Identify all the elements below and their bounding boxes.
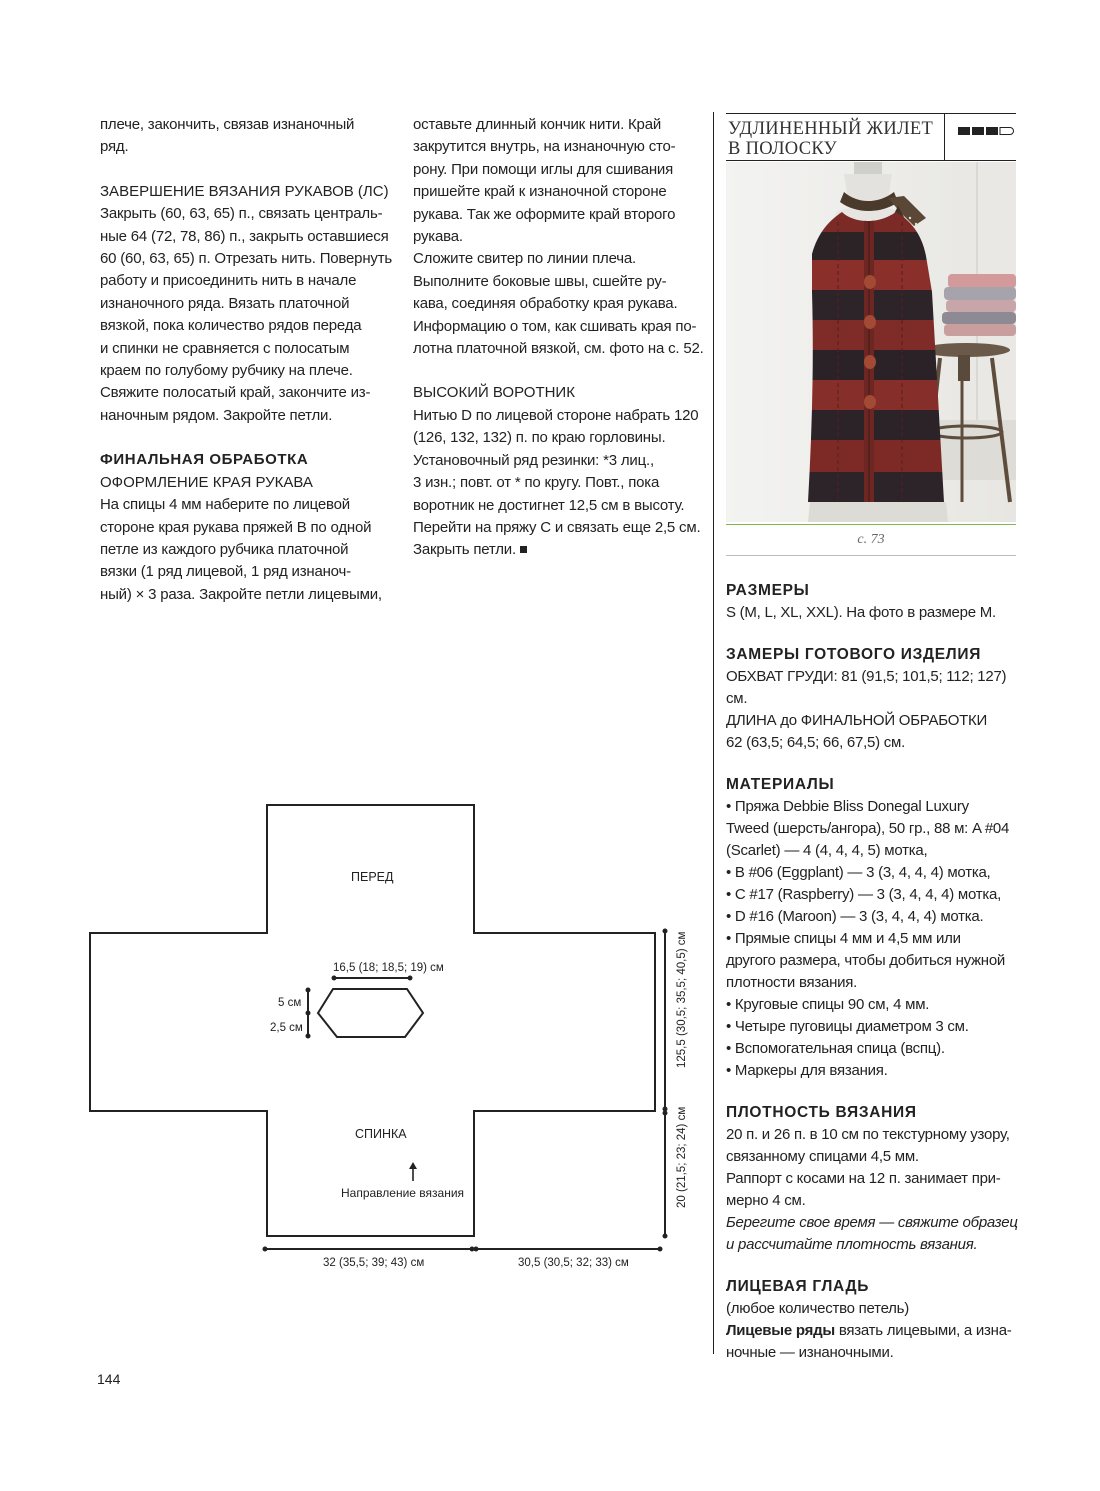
sizes-heading: РАЗМЕРЫ xyxy=(726,582,810,599)
text-line: изнаночного ряда. Вязать платочной xyxy=(100,294,350,312)
text-line: ряд. xyxy=(100,138,129,156)
gauge-line: Раппорт с косами на 12 п. занимает при- xyxy=(726,1170,1001,1187)
photo-caption: с. 73 xyxy=(857,532,885,547)
stockinette-rest: вязать лицевыми, а изна- xyxy=(834,1322,1012,1339)
gauge-tip-line: и рассчитайте плотность вязания. xyxy=(726,1236,978,1253)
caption-rule xyxy=(726,555,1016,556)
text-line: Информацию о том, как сшивать края по- xyxy=(413,317,697,335)
text-column-middle xyxy=(413,114,711,562)
neck-depth-label: 2,5 см xyxy=(270,1022,303,1034)
text-line: рону. При помощи иглы для сшивания xyxy=(413,160,674,178)
text-line: вязкой, пока количество рядов переда xyxy=(100,317,362,335)
text-line: и спинки не сравняется с полосатым xyxy=(100,339,350,357)
text-line: пришейте край к изнаночной стороне xyxy=(413,183,667,201)
vest-photo xyxy=(726,162,1016,522)
pattern-title-line: УДЛИНЕННЫЙ ЖИЛЕТ xyxy=(728,119,934,139)
stockinette-heading: ЛИЦЕВАЯ ГЛАДЬ xyxy=(726,1278,870,1295)
text-line: стороне края рукава пряжей B по одной xyxy=(100,518,372,536)
photo-underline xyxy=(726,524,1016,525)
page-number: 144 xyxy=(97,1371,121,1387)
text-line: работу и присоединить нить в начале xyxy=(100,272,357,290)
subheading-sleeve-edge: ОФОРМЛЕНИЕ КРАЯ РУКАВА xyxy=(100,473,313,491)
materials-line: • Прямые спицы 4 мм и 4,5 мм или xyxy=(726,930,961,947)
neck-width-label: 16,5 (18; 18,5; 19) см xyxy=(333,962,444,974)
text-line: Установочный ряд резинки: *3 лиц., xyxy=(413,451,654,469)
text-line: вязки (1 ряд лицевой, 1 ряд изнаноч- xyxy=(100,563,351,581)
text-line: 3 изн.; повт. от * по кругу. Повт., пока xyxy=(413,474,660,492)
text-line: петле из каждого рубчика платочной xyxy=(100,540,349,558)
sizes-text: S (M, L, XL, XXL). На фото в размере M. xyxy=(726,604,996,621)
stockinette-bold: Лицевые ряды xyxy=(726,1322,835,1339)
knitting-direction-label: Направление вязания xyxy=(341,1186,465,1200)
pattern-title-box xyxy=(726,113,1016,161)
text-line: Закрыть (60, 63, 65) п., связать централь- xyxy=(100,205,383,223)
gauge-tip-line: Берегите свое время — свяжите образец xyxy=(726,1214,1018,1231)
pattern-title xyxy=(728,119,942,159)
measurement-line: ДЛИНА до ФИНАЛЬНОЙ ОБРАБОТКИ xyxy=(726,712,988,729)
text-line: плече, закончить, связав изнаночный xyxy=(100,116,355,133)
lower-height-label: 20 (21,5; 23; 24) см xyxy=(676,1106,688,1208)
text-line: краем по голубому рубчику на плече. xyxy=(100,362,353,380)
text-line: Перейти на пряжу C и связать еще 2,5 см. xyxy=(413,518,701,536)
materials-line: • C #17 (Raspberry) — 3 (3, 4, 4, 4) мотка, xyxy=(726,886,1002,903)
materials-line: • B #06 (Eggplant) — 3 (3, 4, 4, 4) мотка, xyxy=(726,864,991,881)
text-line: Свяжите полосатый край, закончите из- xyxy=(100,384,371,402)
materials-line: • Пряжа Debbie Bliss Donegal Luxury xyxy=(726,798,969,815)
pattern-title-line: В ПОЛОСКУ xyxy=(728,139,838,159)
measurement-line: 62 (63,5; 64,5; 66, 67,5) см. xyxy=(726,734,906,751)
right-width-label: 30,5 (30,5; 32; 33) см xyxy=(518,1257,629,1269)
front-label: ПЕРЕД xyxy=(351,870,394,884)
gauge-line: мерно 4 см. xyxy=(726,1192,806,1209)
stockinette-line xyxy=(726,1320,1020,1342)
text-line: ные 64 (72, 78, 86) п., закрыть оставшиеся xyxy=(100,227,389,245)
text-line: (126, 132, 132) п. по краю горловины. xyxy=(413,429,666,447)
left-width-label: 32 (35,5; 39; 43) см xyxy=(323,1257,425,1269)
schematic-outline xyxy=(90,805,655,1236)
materials-line: Tweed (шерсть/ангора), 50 гр., 88 м: A #04 xyxy=(726,820,1010,837)
back-label: СПИНКА xyxy=(355,1127,407,1141)
text-line: воротник не достигнет 12,5 см в высоту. xyxy=(413,496,685,514)
materials-line: плотности вязания. xyxy=(726,974,858,991)
neck-height-label: 5 см xyxy=(278,997,302,1009)
materials-line: (Scarlet) — 4 (4, 4, 4, 5) мотка, xyxy=(726,842,928,859)
text-column-left xyxy=(100,114,395,606)
text-line: Нитью D по лицевой стороне набрать 120 xyxy=(413,406,699,424)
materials-line: • Круговые спицы 90 см, 4 мм. xyxy=(726,996,930,1013)
text-line: На спицы 4 мм наберите по лицевой xyxy=(100,496,350,514)
materials-line: • Четыре пуговицы диаметром 3 см. xyxy=(726,1018,969,1035)
text-line: Выполните боковые швы, сшейте ру- xyxy=(413,272,667,290)
neck-opening xyxy=(318,989,423,1037)
gauge-line: связанному спицами 4,5 мм. xyxy=(726,1148,919,1165)
materials-line: • Маркеры для вязания. xyxy=(726,1062,888,1079)
text-line xyxy=(413,539,711,561)
section-heading-finishing: ФИНАЛЬНАЯ ОБРАБОТКА xyxy=(100,451,309,469)
stockinette-line: (любое количество петель) xyxy=(726,1300,909,1317)
text-line-content: Закрыть петли. xyxy=(413,541,516,559)
sidebar-divider xyxy=(713,112,714,1354)
text-line: оставьте длинный кончик нити. Край xyxy=(413,116,662,133)
measurement-line: ОБХВАТ ГРУДИ: 81 (91,5; 101,5; 112; 127) см. xyxy=(726,668,1007,707)
text-line: закрутится внутрь, на изнаночную сто- xyxy=(413,138,676,156)
text-line: рукава. Так же оформите край второго xyxy=(413,205,676,223)
materials-line: другого размера, чтобы добиться нужной xyxy=(726,952,1006,969)
stockinette-line: ночные — изнаночными. xyxy=(726,1344,894,1361)
text-line: 60 (60, 63, 65) п. Отрезать нить. Повернуть xyxy=(100,250,392,268)
section-heading-sleeve-finish: ЗАВЕРШЕНИЕ ВЯЗАНИЯ РУКАВОВ (ЛС) xyxy=(100,182,389,200)
pattern-specs xyxy=(726,580,1020,1364)
materials-line: • D #16 (Maroon) — 3 (3, 4, 4, 4) мотка. xyxy=(726,908,984,925)
gauge-heading: ПЛОТНОСТЬ ВЯЗАНИЯ xyxy=(726,1104,917,1121)
materials-line: • Вспомогательная спица (вспц). xyxy=(726,1040,945,1057)
section-heading-high-collar: ВЫСОКИЙ ВОРОТНИК xyxy=(413,384,575,402)
total-height-label: 125,5 (30,5; 35,5; 40,5) см xyxy=(676,931,688,1068)
text-line: лотна платочной вязкой, см. фото на с. 52. xyxy=(413,340,704,358)
materials-heading: МАТЕРИАЛЫ xyxy=(726,776,835,793)
text-line: наночным рядом. Закройте петли. xyxy=(100,406,333,424)
measurements-heading: ЗАМЕРЫ ГОТОВОГО ИЗДЕЛИЯ xyxy=(726,646,982,663)
text-line: рукава. xyxy=(413,228,463,246)
end-mark-icon xyxy=(520,546,527,553)
text-line: кава, соединяя обработку края рукава. xyxy=(413,295,678,313)
text-line: ный) × 3 раза. Закройте петли лицевыми, xyxy=(100,585,382,603)
difficulty-rating-icon xyxy=(958,125,1016,137)
gauge-line: 20 п. и 26 п. в 10 см по текстурному узору, xyxy=(726,1126,1010,1143)
text-line: Сложите свитер по линии плеча. xyxy=(413,250,636,268)
